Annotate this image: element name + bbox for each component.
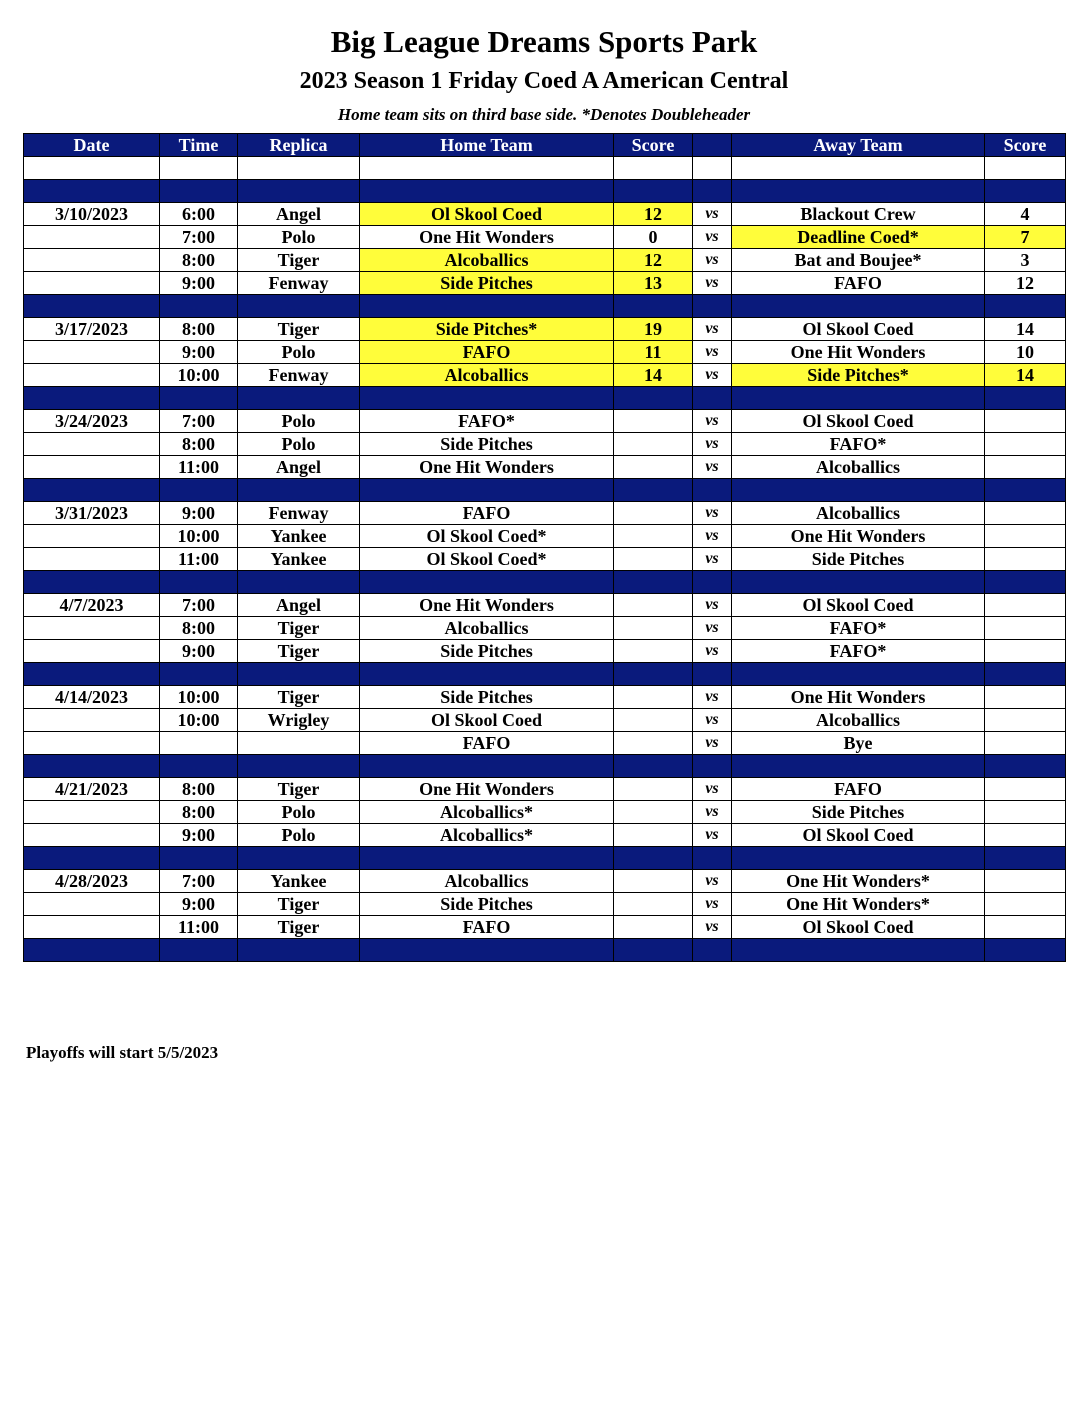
game-row: [24, 916, 1066, 939]
home-team: Side Pitches: [360, 893, 614, 916]
home-score: [614, 709, 693, 732]
game-time: 8:00: [160, 318, 238, 341]
game-row: [24, 203, 1066, 226]
game-date: 3/31/2023: [24, 502, 160, 525]
home-score: 14: [614, 364, 693, 387]
home-score: 13: [614, 272, 693, 295]
game-row: [24, 870, 1066, 893]
game-replica: Fenway: [238, 364, 360, 387]
game-replica: Tiger: [238, 617, 360, 640]
away-score: [985, 709, 1066, 732]
separator-row: [24, 295, 1066, 318]
game-row: [24, 709, 1066, 732]
vs-label: vs: [693, 318, 732, 341]
game-time: 10:00: [160, 525, 238, 548]
game-date: [24, 272, 160, 295]
home-team-note: Home team sits on third base side. *Denotes Doubleheader: [337, 105, 751, 124]
schedule-table: [23, 133, 1066, 962]
separator-row: [24, 939, 1066, 962]
game-replica: Tiger: [238, 686, 360, 709]
home-team: Alcoballics: [360, 249, 614, 272]
away-score: [985, 778, 1066, 801]
column-header-away-team: Away Team: [732, 134, 985, 157]
home-team: Side Pitches: [360, 686, 614, 709]
vs-label: vs: [693, 893, 732, 916]
game-time: 9:00: [160, 640, 238, 663]
game-time: [160, 732, 238, 755]
away-team: One Hit Wonders*: [732, 893, 985, 916]
home-score: 0: [614, 226, 693, 249]
away-score: [985, 801, 1066, 824]
game-row: [24, 272, 1066, 295]
away-score: [985, 893, 1066, 916]
game-replica: Tiger: [238, 640, 360, 663]
game-replica: Polo: [238, 801, 360, 824]
home-team: One Hit Wonders: [360, 456, 614, 479]
vs-label: vs: [693, 594, 732, 617]
home-team: Alcoballics: [360, 617, 614, 640]
home-score: [614, 916, 693, 939]
game-replica: Polo: [238, 410, 360, 433]
home-score: [614, 686, 693, 709]
game-date: [24, 226, 160, 249]
away-team: FAFO: [732, 272, 985, 295]
vs-label: vs: [693, 525, 732, 548]
separator-row: [24, 180, 1066, 203]
game-row: [24, 249, 1066, 272]
away-team: Alcoballics: [732, 456, 985, 479]
away-score: 14: [985, 318, 1066, 341]
away-team: FAFO: [732, 778, 985, 801]
home-score: [614, 502, 693, 525]
game-replica: Angel: [238, 456, 360, 479]
column-header-home-team: Home Team: [360, 134, 614, 157]
home-team: Ol Skool Coed: [360, 709, 614, 732]
away-score: [985, 456, 1066, 479]
game-time: 10:00: [160, 709, 238, 732]
away-team: Ol Skool Coed: [732, 410, 985, 433]
game-date: [24, 341, 160, 364]
vs-label: vs: [693, 226, 732, 249]
game-time: 8:00: [160, 433, 238, 456]
away-team: One Hit Wonders: [732, 525, 985, 548]
game-row: [24, 456, 1066, 479]
away-score: [985, 870, 1066, 893]
away-score: 14: [985, 364, 1066, 387]
away-team: Bye: [732, 732, 985, 755]
away-score: [985, 433, 1066, 456]
away-team: Alcoballics: [732, 502, 985, 525]
game-replica: Yankee: [238, 548, 360, 571]
game-replica: Tiger: [238, 916, 360, 939]
away-score: 3: [985, 249, 1066, 272]
away-team: Deadline Coed*: [732, 226, 985, 249]
home-team: Ol Skool Coed: [360, 203, 614, 226]
vs-label: vs: [693, 456, 732, 479]
game-date: [24, 801, 160, 824]
home-team: Ol Skool Coed*: [360, 548, 614, 571]
game-row: [24, 778, 1066, 801]
away-score: 7: [985, 226, 1066, 249]
game-time: 8:00: [160, 249, 238, 272]
game-time: 11:00: [160, 916, 238, 939]
away-score: 12: [985, 272, 1066, 295]
vs-label: vs: [693, 364, 732, 387]
column-header-vs: [693, 134, 732, 157]
vs-label: vs: [693, 916, 732, 939]
blank-row: [24, 157, 1066, 180]
vs-label: vs: [693, 433, 732, 456]
game-time: 7:00: [160, 594, 238, 617]
away-team: One Hit Wonders: [732, 686, 985, 709]
game-replica: Yankee: [238, 525, 360, 548]
game-row: [24, 594, 1066, 617]
home-score: 11: [614, 341, 693, 364]
away-team: FAFO*: [732, 640, 985, 663]
game-date: [24, 249, 160, 272]
away-team: Side Pitches: [732, 548, 985, 571]
home-team: One Hit Wonders: [360, 778, 614, 801]
home-team: FAFO: [360, 502, 614, 525]
game-time: 11:00: [160, 548, 238, 571]
home-score: [614, 801, 693, 824]
game-time: 7:00: [160, 410, 238, 433]
home-team: Side Pitches: [360, 433, 614, 456]
game-row: [24, 502, 1066, 525]
away-score: [985, 686, 1066, 709]
game-replica: Angel: [238, 594, 360, 617]
game-date: [24, 893, 160, 916]
home-score: [614, 456, 693, 479]
game-replica: Tiger: [238, 778, 360, 801]
column-header-home-score: Score: [614, 134, 693, 157]
separator-row: [24, 387, 1066, 410]
game-replica: Tiger: [238, 893, 360, 916]
away-team: Ol Skool Coed: [732, 824, 985, 847]
page-subtitle: 2023 Season 1 Friday Coed A American Central: [299, 68, 789, 94]
game-date: 4/14/2023: [24, 686, 160, 709]
away-score: [985, 916, 1066, 939]
game-row: [24, 226, 1066, 249]
game-time: 10:00: [160, 686, 238, 709]
game-replica: Polo: [238, 226, 360, 249]
game-time: 8:00: [160, 617, 238, 640]
home-score: [614, 870, 693, 893]
game-date: [24, 456, 160, 479]
column-header-date: Date: [24, 134, 160, 157]
game-date: [24, 548, 160, 571]
game-time: 10:00: [160, 364, 238, 387]
home-score: [614, 548, 693, 571]
away-score: [985, 824, 1066, 847]
game-date: [24, 364, 160, 387]
away-team: Bat and Boujee*: [732, 249, 985, 272]
game-replica: Polo: [238, 433, 360, 456]
game-time: 6:00: [160, 203, 238, 226]
away-team: One Hit Wonders*: [732, 870, 985, 893]
game-replica: Wrigley: [238, 709, 360, 732]
vs-label: vs: [693, 341, 732, 364]
game-replica: [238, 732, 360, 755]
vs-label: vs: [693, 824, 732, 847]
game-row: [24, 318, 1066, 341]
home-score: 19: [614, 318, 693, 341]
game-replica: Fenway: [238, 272, 360, 295]
game-date: [24, 433, 160, 456]
game-time: 7:00: [160, 870, 238, 893]
home-team: Alcoballics*: [360, 824, 614, 847]
away-team: FAFO*: [732, 433, 985, 456]
game-replica: Tiger: [238, 318, 360, 341]
game-row: [24, 525, 1066, 548]
vs-label: vs: [693, 272, 732, 295]
away-team: One Hit Wonders: [732, 341, 985, 364]
game-replica: Fenway: [238, 502, 360, 525]
home-team: FAFO: [360, 341, 614, 364]
separator-row: [24, 663, 1066, 686]
game-date: [24, 732, 160, 755]
game-date: 3/24/2023: [24, 410, 160, 433]
schedule-body: [24, 157, 1066, 962]
away-score: [985, 640, 1066, 663]
game-row: [24, 364, 1066, 387]
vs-label: vs: [693, 870, 732, 893]
game-time: 7:00: [160, 226, 238, 249]
page-title: Big League Dreams Sports Park: [330, 24, 758, 59]
vs-label: vs: [693, 410, 732, 433]
separator-row: [24, 847, 1066, 870]
vs-label: vs: [693, 640, 732, 663]
home-score: 12: [614, 203, 693, 226]
game-date: 4/21/2023: [24, 778, 160, 801]
game-replica: Yankee: [238, 870, 360, 893]
game-date: 4/7/2023: [24, 594, 160, 617]
home-score: [614, 617, 693, 640]
away-team: Side Pitches: [732, 801, 985, 824]
vs-label: vs: [693, 203, 732, 226]
vs-label: vs: [693, 548, 732, 571]
home-score: 12: [614, 249, 693, 272]
home-score: [614, 824, 693, 847]
game-row: [24, 410, 1066, 433]
game-date: 3/17/2023: [24, 318, 160, 341]
game-row: [24, 801, 1066, 824]
game-row: [24, 548, 1066, 571]
game-time: 8:00: [160, 778, 238, 801]
away-score: [985, 410, 1066, 433]
home-team: FAFO: [360, 916, 614, 939]
game-row: [24, 433, 1066, 456]
vs-label: vs: [693, 801, 732, 824]
vs-label: vs: [693, 249, 732, 272]
vs-label: vs: [693, 686, 732, 709]
separator-row: [24, 755, 1066, 778]
home-score: [614, 640, 693, 663]
game-date: [24, 709, 160, 732]
game-date: [24, 824, 160, 847]
away-team: Ol Skool Coed: [732, 594, 985, 617]
table-header-row: [24, 134, 1066, 157]
home-team: One Hit Wonders: [360, 594, 614, 617]
home-team: Alcoballics*: [360, 801, 614, 824]
away-score: 10: [985, 341, 1066, 364]
away-team: Ol Skool Coed: [732, 318, 985, 341]
away-team: Alcoballics: [732, 709, 985, 732]
column-header-replica: Replica: [238, 134, 360, 157]
home-team: Ol Skool Coed*: [360, 525, 614, 548]
away-team: Side Pitches*: [732, 364, 985, 387]
away-team: Ol Skool Coed: [732, 916, 985, 939]
separator-row: [24, 479, 1066, 502]
away-score: [985, 525, 1066, 548]
away-team: FAFO*: [732, 617, 985, 640]
home-team: Side Pitches: [360, 640, 614, 663]
home-score: [614, 433, 693, 456]
game-row: [24, 341, 1066, 364]
game-time: 9:00: [160, 502, 238, 525]
game-date: 4/28/2023: [24, 870, 160, 893]
home-team: FAFO*: [360, 410, 614, 433]
game-row: [24, 824, 1066, 847]
game-row: [24, 732, 1066, 755]
away-team: Blackout Crew: [732, 203, 985, 226]
home-team: Side Pitches: [360, 272, 614, 295]
game-row: [24, 640, 1066, 663]
game-time: 9:00: [160, 893, 238, 916]
away-score: [985, 594, 1066, 617]
game-date: [24, 617, 160, 640]
game-row: [24, 686, 1066, 709]
vs-label: vs: [693, 732, 732, 755]
game-time: 11:00: [160, 456, 238, 479]
game-replica: Polo: [238, 824, 360, 847]
vs-label: vs: [693, 617, 732, 640]
column-header-time: Time: [160, 134, 238, 157]
home-team: One Hit Wonders: [360, 226, 614, 249]
vs-label: vs: [693, 709, 732, 732]
game-replica: Tiger: [238, 249, 360, 272]
game-date: [24, 640, 160, 663]
vs-label: vs: [693, 502, 732, 525]
home-score: [614, 778, 693, 801]
home-score: [614, 893, 693, 916]
game-date: [24, 916, 160, 939]
game-row: [24, 893, 1066, 916]
game-replica: Polo: [238, 341, 360, 364]
home-team: Alcoballics: [360, 364, 614, 387]
home-team: FAFO: [360, 732, 614, 755]
away-score: 4: [985, 203, 1066, 226]
playoffs-note: Playoffs will start 5/5/2023: [26, 1043, 219, 1062]
game-time: 8:00: [160, 801, 238, 824]
game-time: 9:00: [160, 824, 238, 847]
away-score: [985, 548, 1066, 571]
away-score: [985, 617, 1066, 640]
away-score: [985, 732, 1066, 755]
game-time: 9:00: [160, 272, 238, 295]
home-score: [614, 525, 693, 548]
game-time: 9:00: [160, 341, 238, 364]
vs-label: vs: [693, 778, 732, 801]
home-team: Alcoballics: [360, 870, 614, 893]
home-score: [614, 410, 693, 433]
column-header-away-score: Score: [985, 134, 1066, 157]
game-date: 3/10/2023: [24, 203, 160, 226]
game-replica: Angel: [238, 203, 360, 226]
away-score: [985, 502, 1066, 525]
separator-row: [24, 571, 1066, 594]
home-team: Side Pitches*: [360, 318, 614, 341]
home-score: [614, 732, 693, 755]
home-score: [614, 594, 693, 617]
game-row: [24, 617, 1066, 640]
game-date: [24, 525, 160, 548]
